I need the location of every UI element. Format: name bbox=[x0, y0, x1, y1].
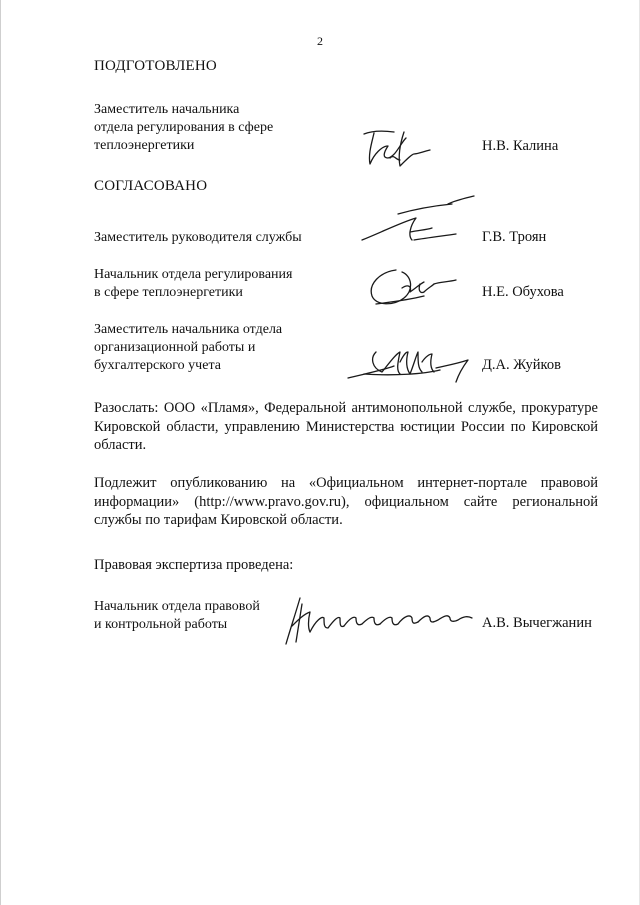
agreed-name-2: Н.Е. Обухова bbox=[482, 284, 564, 300]
signature-kalina bbox=[360, 124, 440, 174]
agreed-position-2 bbox=[94, 266, 292, 302]
scan-edge-left bbox=[0, 0, 1, 905]
position-line: Заместитель начальника отдела bbox=[94, 322, 283, 337]
agreed-position-3 bbox=[94, 321, 282, 375]
agreed-name-3: Д.А. Жуйков bbox=[482, 357, 561, 373]
position-line: Заместитель начальника bbox=[94, 102, 240, 117]
legal-review-position bbox=[94, 598, 260, 634]
prepared-position bbox=[94, 101, 273, 155]
page-number: 2 bbox=[317, 34, 323, 48]
position-line: и контрольной работы bbox=[94, 617, 228, 632]
distribution-paragraph: Разослать: ООО «Пламя», Федеральной антимонопольной службе, прокуратуре Кировской области, управлению Министерства юстиции России по Кировской области. bbox=[94, 400, 598, 453]
prepared-name: Н.В. Калина bbox=[482, 138, 559, 154]
position-line: Начальник отдела правовой bbox=[94, 599, 260, 614]
position-line: бухгалтерского учета bbox=[94, 358, 221, 373]
legal-review-line: Правовая экспертиза проведена: bbox=[94, 557, 294, 573]
position-line: в сфере теплоэнергетики bbox=[94, 285, 243, 300]
signature-obukhova bbox=[362, 262, 462, 314]
position-line: теплоэнергетики bbox=[94, 138, 195, 153]
position-line: Заместитель руководителя службы bbox=[94, 230, 302, 245]
agreed-position-1 bbox=[94, 229, 302, 247]
signature-zhuikov bbox=[344, 340, 478, 386]
position-line: отдела регулирования в сфере bbox=[94, 120, 274, 135]
publication-paragraph: Подлежит опубликованию на «Официальном интернет-портале правовой информации» (http://www.pravo.gov.ru), официальном сайте региональной службы по тарифам Кировской области. bbox=[94, 475, 598, 528]
agreed-name-1: Г.В. Троян bbox=[482, 229, 547, 245]
position-line: организационной работы и bbox=[94, 340, 256, 355]
signature-vychegzhanin bbox=[278, 596, 478, 648]
prepared-heading: ПОДГОТОВЛЕНО bbox=[94, 58, 217, 74]
agreed-heading: СОГЛАСОВАНО bbox=[94, 178, 208, 194]
position-line: Начальник отдела регулирования bbox=[94, 267, 293, 282]
signature-troyan bbox=[352, 192, 482, 252]
legal-review-name: А.В. Вычегжанин bbox=[482, 615, 592, 631]
